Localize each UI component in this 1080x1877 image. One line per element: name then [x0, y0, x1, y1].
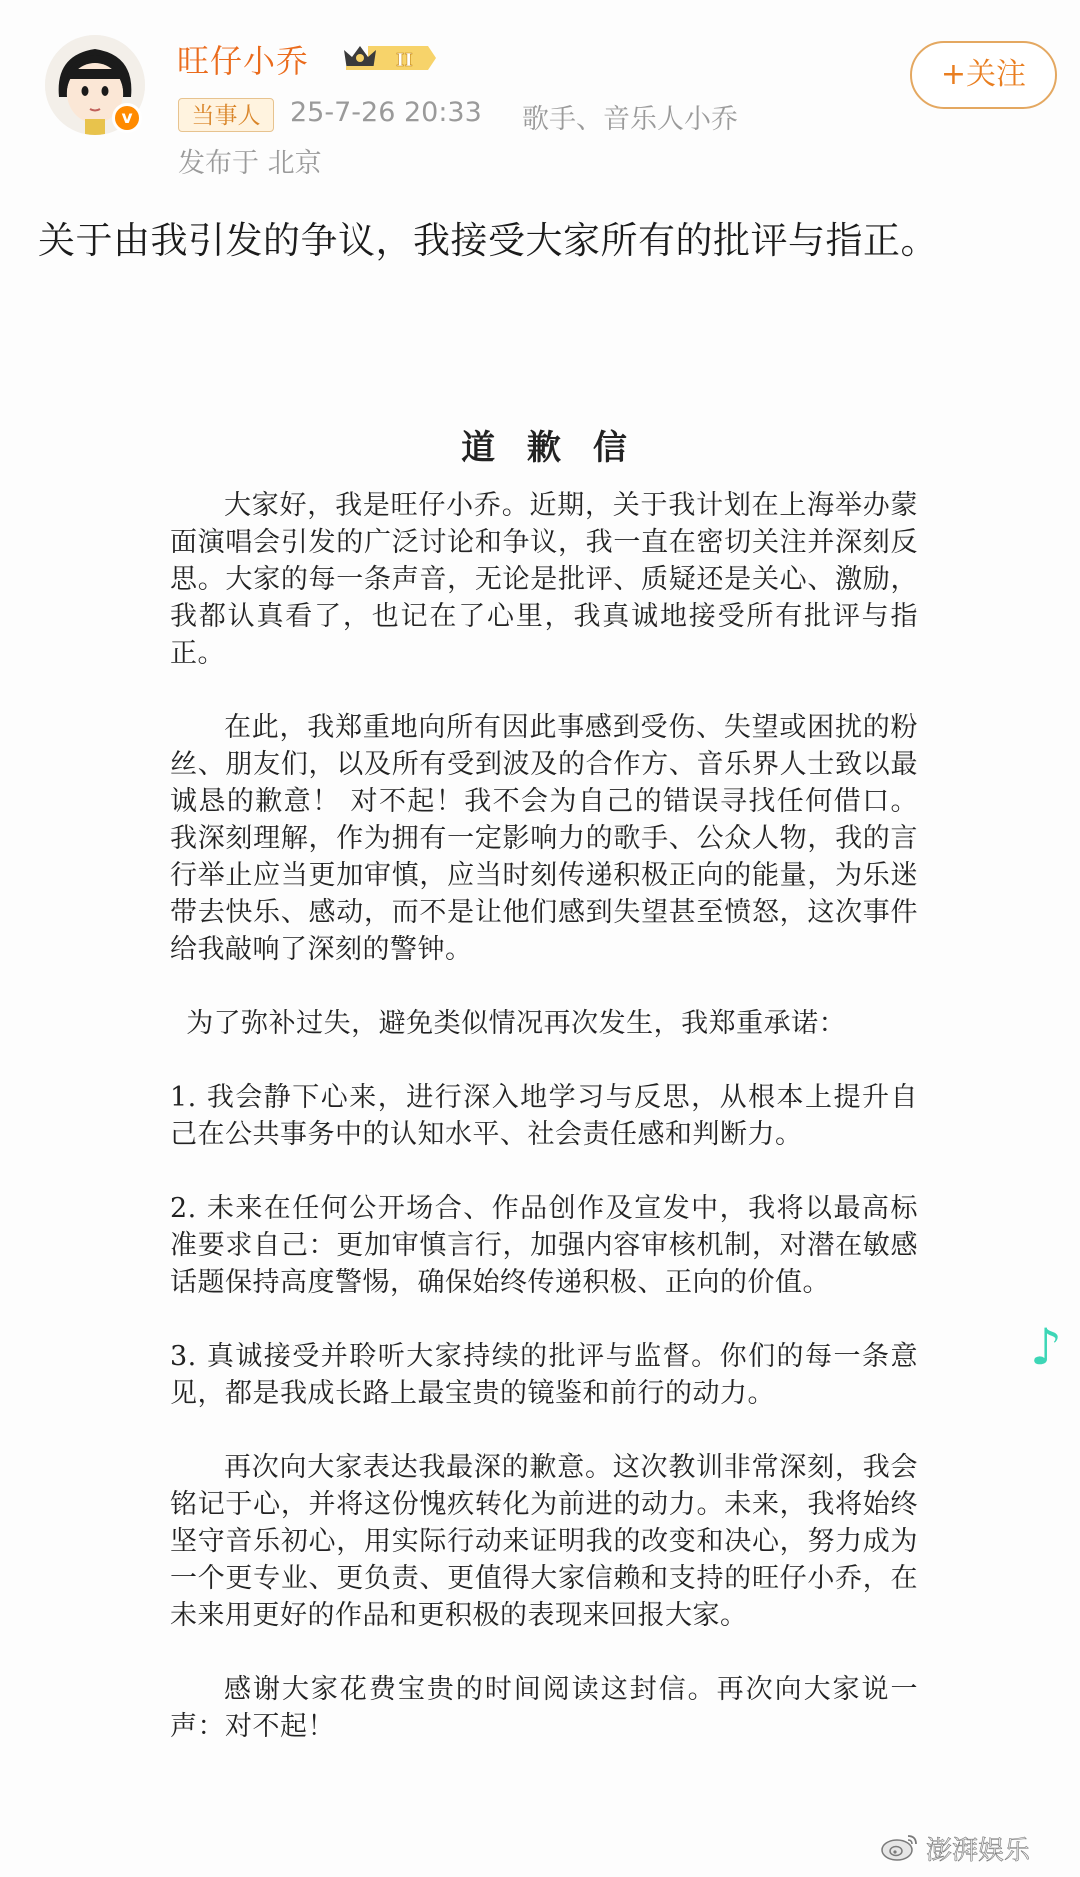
letter-paragraph: 感谢大家花费宝贵的时间阅读这封信。再次向大家说一声：对不起！ — [170, 1674, 918, 1742]
post-timestamp: 25-7-26 20:33 — [290, 97, 482, 128]
letter-paragraph: 2. 未来在任何公开场合、作品创作及宣发中，我将以最高标准要求自己：更加审慎言行，加强内容审核机制，对潜在敏感话题保持高度警惕，确保始终传递积极、正向的价值。 — [170, 1193, 918, 1298]
apology-letter-image[interactable] — [170, 420, 918, 1782]
music-note-icon[interactable]: ♪ — [1030, 1318, 1062, 1376]
username[interactable]: 旺仔小乔 — [177, 42, 310, 80]
letter-paragraph: 1. 我会静下心来，进行深入地学习与反思，从根本上提升自己在公共事务中的认知水平、社会责任感和判断力。 — [170, 1082, 918, 1150]
user-role: 歌手、音乐人小乔 — [522, 104, 738, 135]
weibo-logo-icon — [880, 1830, 920, 1862]
letter-paragraph: 在此，我郑重地向所有因此事感到受伤、失望或困扰的粉丝、朋友们，以及所有受到波及的合作方、音乐界人士致以最诚恳的歉意！ 对不起！我不会为自己的错误寻找任何借口。我深刻理解，作为拥有一定影响力的歌手、公众人物，我的言行举止应当更加审慎，应当时刻传递积极正向的能量，为乐迷带去快乐、感动，而不是让他们感到失望甚至愤怒，这次事件给我敲响了深刻的警钟。 — [170, 712, 918, 965]
letter-paragraph: 3. 真诚接受并聆听大家持续的批评与监督。你们的每一条意见，都是我成长路上最宝贵的镜鉴和前行的动力。 — [170, 1341, 918, 1409]
letter-paragraph: 为了弥补过失，避免类似情况再次发生，我郑重承诺： — [186, 1008, 847, 1039]
letter-paragraph: 大家好，我是旺仔小乔。近期，关于我计划在上海举办蒙面演唱会引发的广泛讨论和争议，我一直在密切关注并深刻反思。大家的每一条声音，无论是批评、质疑还是关心、激励，我都认真看了，也记在了心里，我真诚地接受所有批评与指正。 — [170, 490, 918, 669]
letter-title: 道 歉 信 — [461, 428, 637, 468]
party-tag: 当事人 — [178, 98, 274, 132]
post-location: 发布于 北京 — [178, 148, 322, 179]
verified-badge-icon: v — [112, 103, 142, 133]
crown-badge-icon[interactable] — [338, 40, 438, 76]
follow-button[interactable]: +关注 — [910, 41, 1057, 109]
watermark-text: 澎湃娱乐 — [926, 1836, 1031, 1866]
post-text: 关于由我引发的争议，我接受大家所有的批评与指正。 — [38, 219, 938, 262]
letter-paragraph: 再次向大家表达我最深的歉意。这次教训非常深刻，我会铭记于心，并将这份愧疚转化为前进的动力。未来，我将始终坚守音乐初心，用实际行动来证明我的改变和决心，努力成为一个更专业、更负责、更值得大家信赖和支持的旺仔小乔，在未来用更好的作品和更积极的表现来回报大家。 — [170, 1452, 918, 1631]
member-badge-label: II — [396, 50, 413, 71]
